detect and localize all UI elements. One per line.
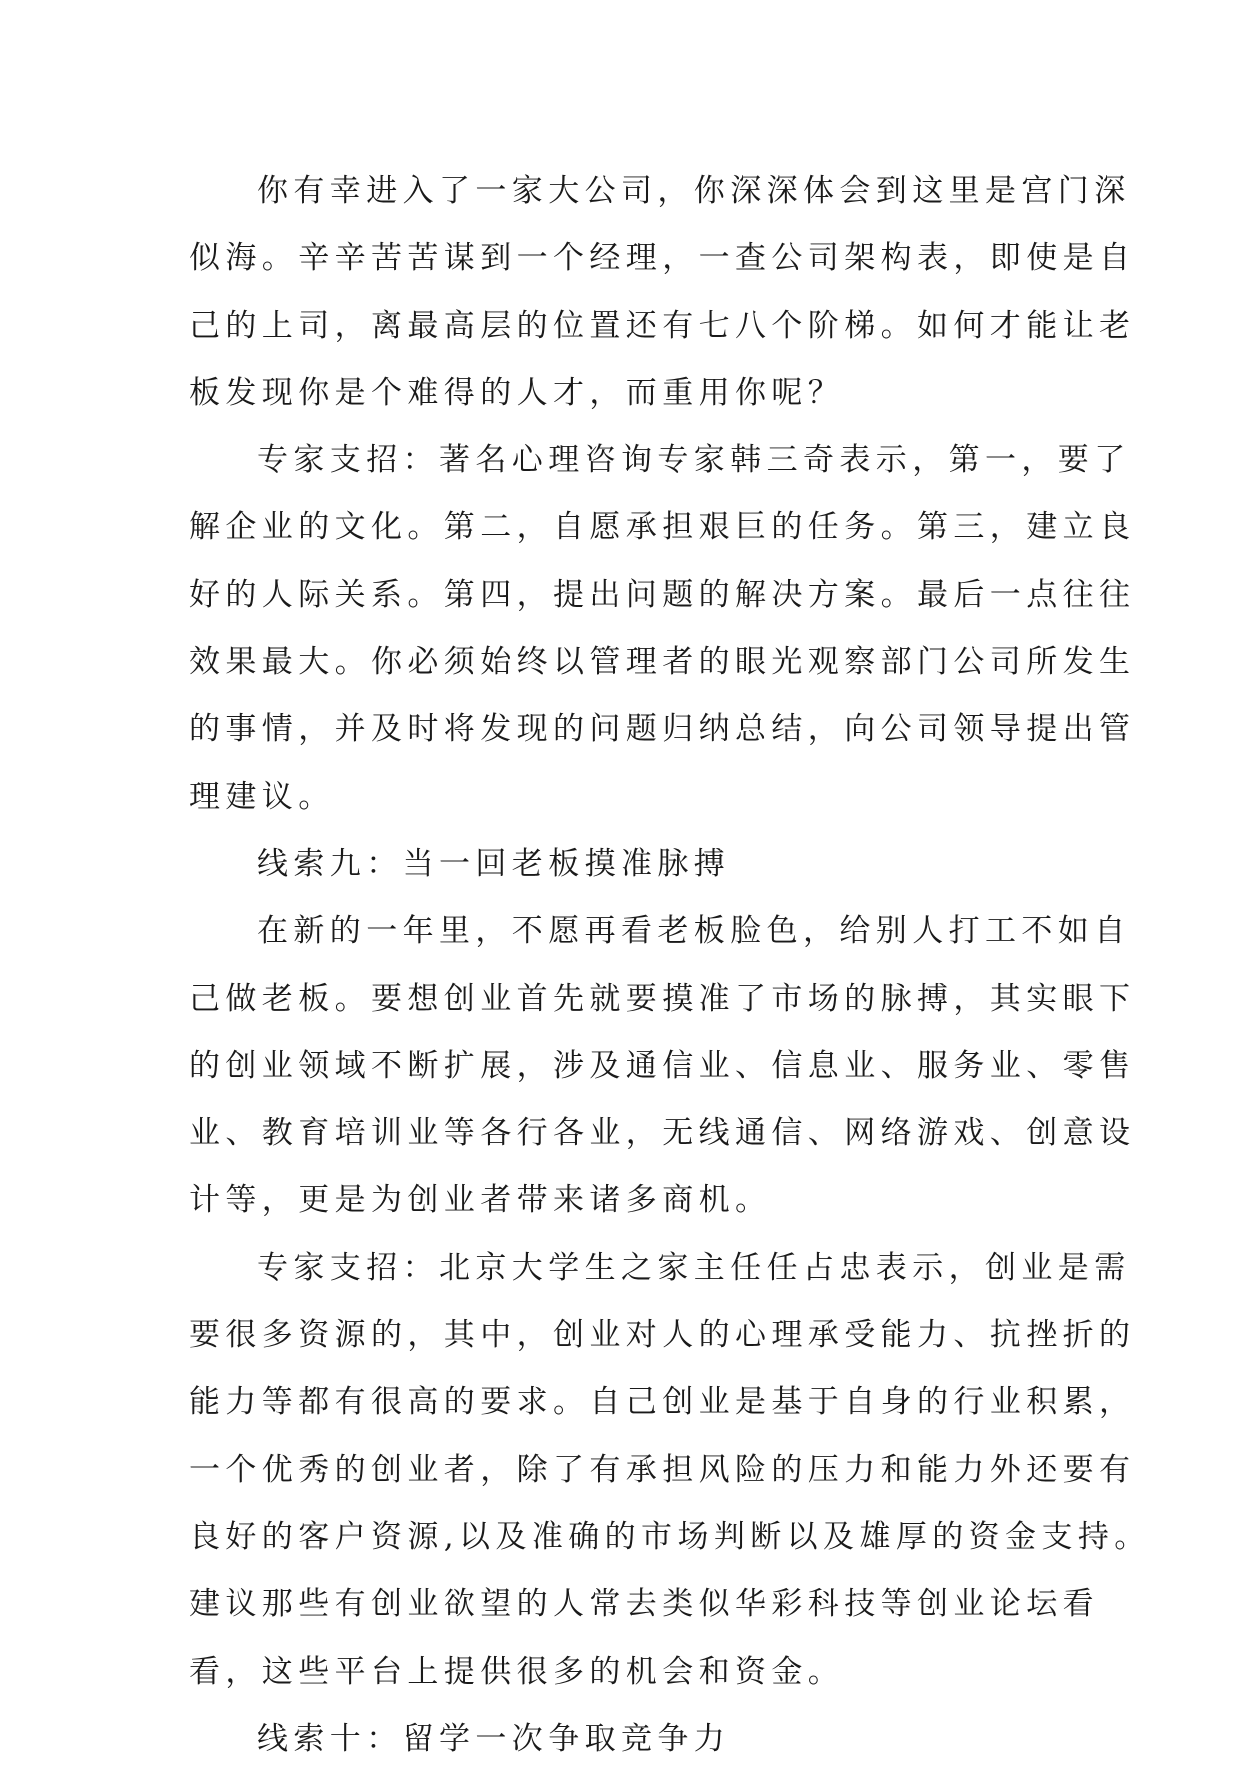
document-body: [189, 158, 1151, 1773]
paragraph-line: 效果最大。你必须始终以管理者的眼光观察部门公司所发生: [189, 644, 1136, 681]
paragraph-line: 专家支招：北京大学生之家主任任占忠表示，创业是需: [257, 1249, 1131, 1286]
section-heading: 线索十：留学一次争取竞争力: [257, 1720, 731, 1757]
paragraph-line: 能力等都有很高的要求。自己创业是基于自身的行业积累，: [189, 1384, 1136, 1421]
paragraph-line: 板发现你是个难得的人才，而重用你呢？: [189, 374, 845, 411]
paragraph-line: 的创业领域不断扩展，涉及通信业、信息业、服务业、零售: [189, 1047, 1136, 1084]
paragraph-line: 理建议。: [189, 778, 335, 815]
paragraph-line: 你有幸进入了一家大公司，你深深体会到这里是宫门深: [257, 173, 1131, 209]
section-heading: 线索九：当一回老板摸准脉搏: [257, 845, 731, 882]
paragraph-line: 专家支招：著名心理咨询专家韩三奇表示，第一，要了: [257, 442, 1131, 479]
paragraph-line: 良好的客户资源,以及准确的市场判断以及雄厚的资金支持。: [189, 1518, 1151, 1555]
paragraph-line: 似海。辛辛苦苦谋到一个经理，一查公司架构表，即使是自: [189, 240, 1136, 277]
paragraph-line: 解企业的文化。第二，自愿承担艰巨的任务。第三，建立良: [189, 509, 1136, 546]
paragraph-line: 己做老板。要想创业首先就要摸准了市场的脉搏，其实眼下: [189, 980, 1136, 1017]
paragraph-line: 要很多资源的，其中，创业对人的心理承受能力、抗挫折的: [189, 1317, 1136, 1354]
paragraph-line: 的事情，并及时将发现的问题归纳总结，向公司领导提出管: [189, 711, 1136, 748]
paragraph-line: 建议那些有创业欲望的人常去类似华彩科技等创业论坛看: [189, 1586, 1099, 1623]
paragraph-line: 好的人际关系。第四，提出问题的解决方案。最后一点往往: [189, 576, 1136, 613]
paragraph-line: 计等，更是为创业者带来诸多商机。: [189, 1182, 772, 1219]
paragraph-line: 在新的一年里，不愿再看老板脸色，给别人打工不如自: [257, 913, 1131, 950]
paragraph-line: 业、教育培训业等各行各业，无线通信、网络游戏、创意设: [189, 1115, 1136, 1152]
paragraph-line: 一个优秀的创业者，除了有承担风险的压力和能力外还要有: [189, 1451, 1136, 1488]
paragraph-line: 看，这些平台上提供很多的机会和资金。: [189, 1653, 845, 1690]
paragraph-line: 己的上司，离最高层的位置还有七八个阶梯。如何才能让老: [189, 307, 1136, 344]
